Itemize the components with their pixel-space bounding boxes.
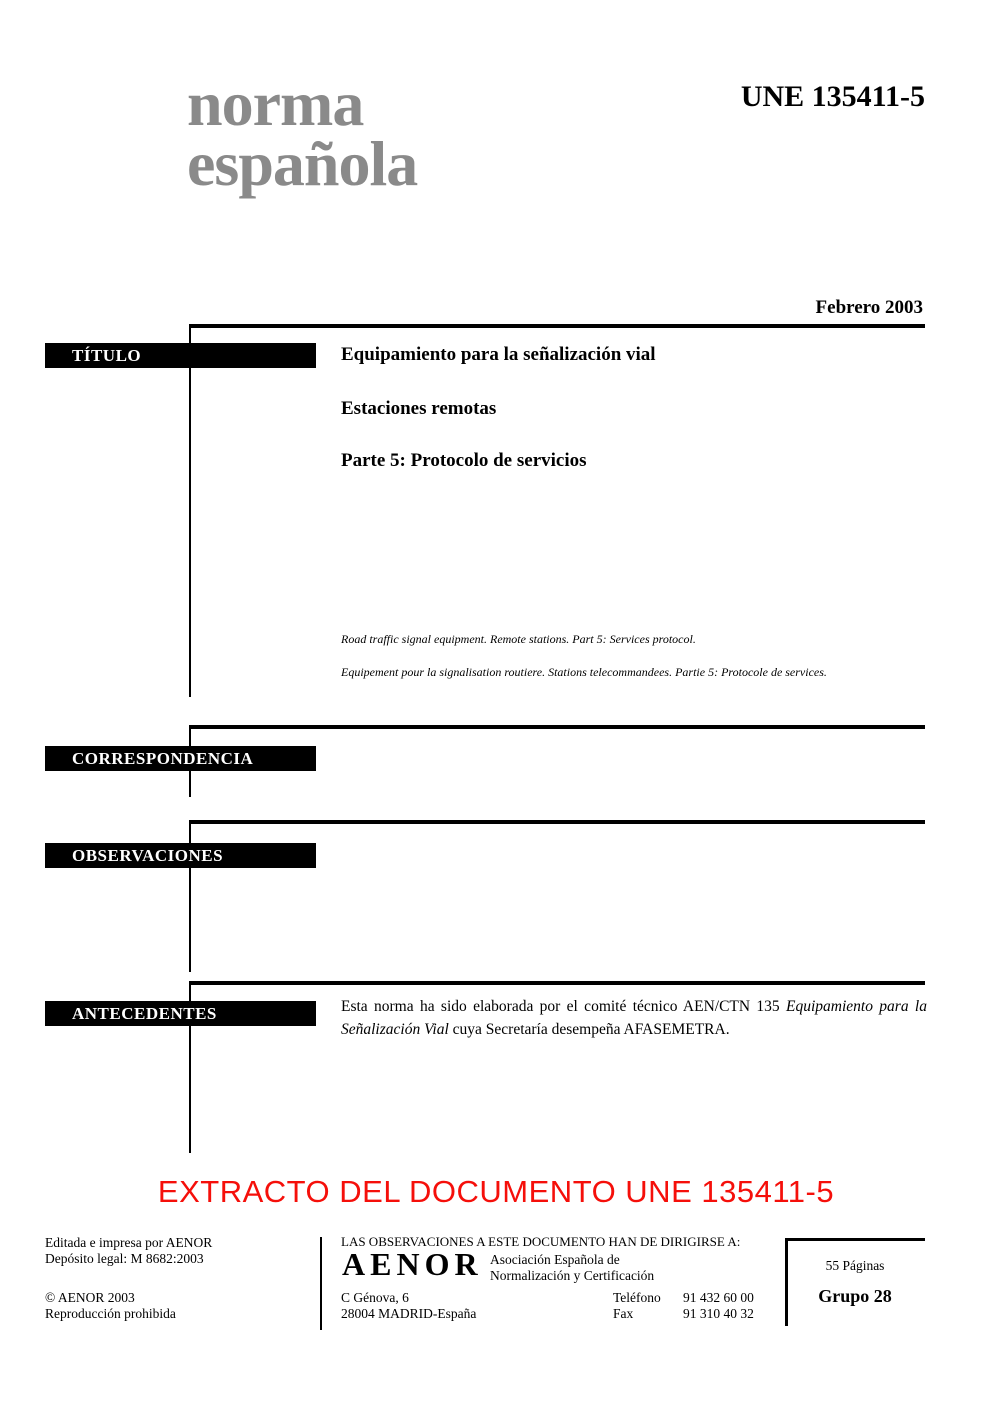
footer-pages-box: [785, 1238, 925, 1326]
aenor-logo: AENOR: [342, 1246, 483, 1282]
title-line-2: Estaciones remotas: [341, 398, 497, 419]
footer-publisher-block: [45, 1235, 212, 1266]
titulo-label: TÍTULO: [72, 346, 142, 365]
observaciones-label: OBSERVACIONES: [72, 846, 224, 865]
norma-espanola-logo: [187, 68, 418, 199]
doc-code: UNE 135411-5: [740, 80, 925, 113]
footer-phone-value: 91 432 60 00: [683, 1290, 754, 1305]
observaciones-top-rule: [189, 820, 925, 824]
footer-copyright-block: [45, 1290, 176, 1321]
issue-date: Febrero 2003: [815, 297, 923, 318]
logo-line-2: española: [187, 128, 418, 199]
extract-notice: EXTRACTO DEL DOCUMENTO UNE 135411-5: [157, 1174, 835, 1209]
title-line-3: Parte 5: Protocolo de servicios: [341, 450, 587, 471]
antecedentes-text-before: Esta norma ha sido elaborada por el comité técnico AEN/CTN 135: [341, 998, 787, 1015]
footer-address-line-2: 28004 MADRID-España: [341, 1305, 477, 1321]
correspondencia-top-rule: [189, 725, 925, 729]
correspondencia-bar: [45, 746, 316, 771]
logo-line-1: norma: [187, 68, 364, 139]
title-translation-en: Road traffic signal equipment. Remote stations. Part 5: Services protocol.: [341, 632, 696, 646]
antecedentes-label: ANTECEDENTES: [72, 1004, 217, 1023]
titulo-top-rule: [189, 324, 925, 328]
footer-phone-label: Teléfono: [613, 1290, 661, 1305]
observaciones-bar: [45, 843, 316, 868]
aenor-org-name-line-1: Asociación Española de: [490, 1252, 620, 1267]
correspondencia-label: CORRESPONDENCIA: [72, 749, 254, 768]
footer-contact-values: [683, 1290, 754, 1321]
footer-fax-label: Fax: [613, 1305, 634, 1321]
titulo-vertical-rule: [189, 324, 191, 697]
titulo-bar: [45, 343, 316, 368]
antecedentes-bar: [45, 1001, 316, 1026]
antecedentes-text-after: cuya Secretaría desempeña AFASEMETRA.: [448, 1021, 730, 1038]
title-line-1: Equipamiento para la señalización vial: [341, 344, 656, 365]
footer-copyright-line: © AENOR 2003: [45, 1290, 135, 1305]
aenor-org-name: [490, 1252, 654, 1283]
antecedentes-paragraph: [341, 995, 927, 1041]
footer-publisher-line: Editada e impresa por AENOR: [45, 1235, 213, 1250]
antecedentes-text-italic: Equipamiento para la Señalización Vial: [341, 998, 927, 1038]
antecedentes-top-rule: [189, 981, 925, 985]
aenor-org-name-line-2: Normalización y Certificación: [490, 1267, 655, 1283]
footer-address-line-1: C Génova, 6: [341, 1290, 409, 1305]
title-translation-fr: Equipement pour la signalisation routiere. Stations telecommandees. Partie 5: Protocole de services.: [341, 665, 827, 679]
footer-divider: [320, 1237, 322, 1330]
footer-fax-value: 91 310 40 32: [683, 1305, 754, 1321]
footer-observations-notice: LAS OBSERVACIONES A ESTE DOCUMENTO HAN DE DIRIGIRSE A:: [341, 1234, 741, 1249]
footer-contact-labels: [613, 1290, 661, 1321]
footer-deposit-line: Depósito legal: M 8682:2003: [45, 1250, 204, 1266]
footer-reproduction-line: Reproducción prohibida: [45, 1305, 176, 1321]
footer-group: Grupo 28: [818, 1286, 892, 1306]
footer-address-block: [341, 1290, 476, 1321]
footer-pages-count: 55 Páginas: [825, 1258, 885, 1273]
